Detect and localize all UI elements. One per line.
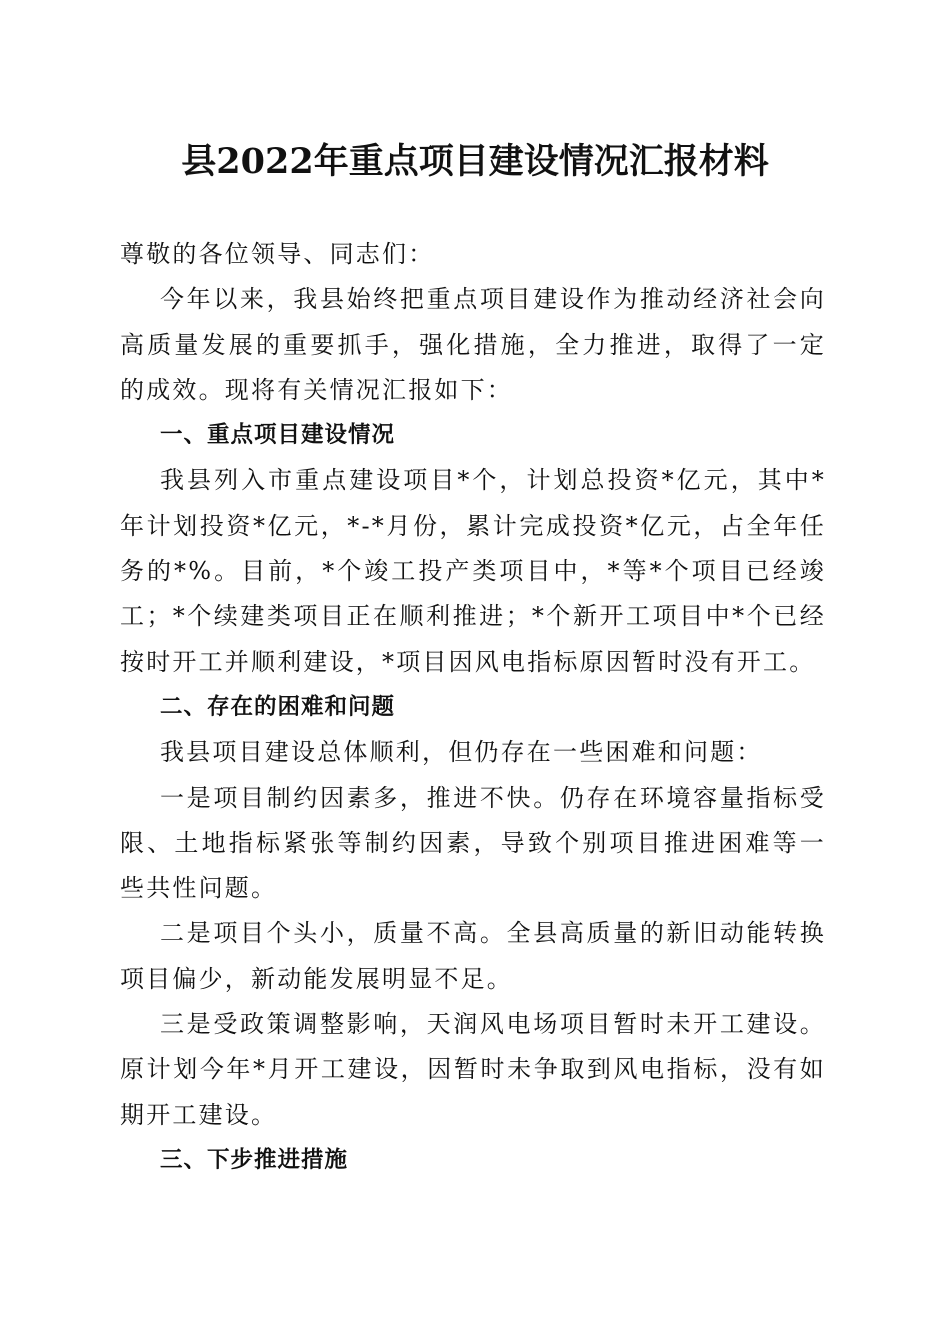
section-2-paragraph: 我县项目建设总体顺利，但仍存在一些困难和问题： xyxy=(160,738,763,767)
section-3-heading: 三、下步推进措施 xyxy=(160,1146,349,1173)
problem-point-2: 二是项目个头小，质量不高。全县高质量的新旧动能转换项目偏少，新动能发展明显不足。 xyxy=(120,919,826,993)
document-title: 县2022年重点项目建设情况汇报材料 xyxy=(181,141,769,182)
section-2-heading: 二、存在的困难和问题 xyxy=(160,693,396,720)
problem-point-3: 三是受政策调整影响，天润风电场项目暂时未开工建设。原计划今年*月开工建设，因暂时未争取到风电指标，没有如期开工建设。 xyxy=(120,1010,826,1129)
section-1-paragraph: 我县列入市重点建设项目*个，计划总投资*亿元，其中*年计划投资*亿元，*-*月份，累计完成投资*亿元，占全年任务的*%。目前，*个竣工投产类项目中，*等*个项目已经竣工；*个续建类项目正在顺利推进；*个新开工项目中*个已经按时开工并顺利建设，*项目因风电指标原因暂时没有开工。 xyxy=(120,466,826,676)
section-1-heading: 一、重点项目建设情况 xyxy=(160,422,396,449)
salutation: 尊敬的各位领导、同志们： xyxy=(120,240,435,268)
problem-point-1: 一是项目制约因素多，推进不快。仍存在环境容量指标受限、土地指标紧张等制约因素，导致个别项目推进困难等一些共性问题。 xyxy=(120,783,826,903)
document-body xyxy=(120,232,826,1183)
intro-paragraph: 今年以来，我县始终把重点项目建设作为推动经济社会向高质量发展的重要抓手，强化措施，全力推进，取得了一定的成效。现将有关情况汇报如下： xyxy=(120,285,826,404)
